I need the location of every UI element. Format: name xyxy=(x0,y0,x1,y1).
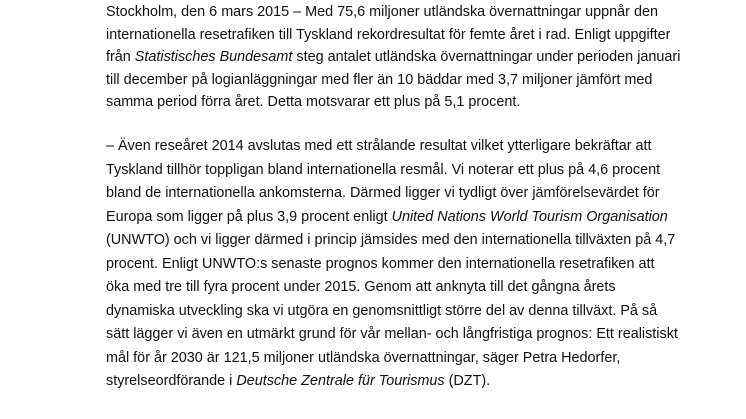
text-line xyxy=(106,323,678,347)
text: till december på logianläggningar med fler än 10 bäddar med 3,7 miljoner jämfört med xyxy=(106,71,653,88)
text-line xyxy=(106,182,678,206)
paragraph-intro xyxy=(106,1,680,114)
text-line xyxy=(106,1,680,24)
text-line xyxy=(106,347,678,371)
text-line xyxy=(106,159,678,183)
text-line xyxy=(106,276,678,300)
text-line xyxy=(106,135,678,159)
text: procent. Enligt UNWTO:s senaste prognos kommer den internationella resetrafiken att xyxy=(106,255,655,272)
text-line xyxy=(106,46,680,69)
text: Europa som ligger på plus 3,9 procent enligt xyxy=(106,208,392,225)
italic-organisation-name: United Nations World Tourism Organisation xyxy=(391,208,668,225)
text-line xyxy=(106,91,680,114)
text: öka med tre till fyra procent under 2015. Genom att anknyta till det gångna årets xyxy=(106,279,616,295)
paragraph-quote xyxy=(106,135,678,394)
text: Stockholm, den 6 mars 2015 – Med 75,6 miljoner utländska övernattningar uppnår den xyxy=(106,4,658,20)
text: sätt lägger vi även en utmärkt grund för vår mellan- och långfristiga prognos: Ett realistiskt xyxy=(106,326,678,342)
text-line xyxy=(106,300,678,324)
text: (UNWTO) och vi ligger därmed i princip jämsides med den internationella tillväxten på 4,7 xyxy=(106,232,676,248)
text: från xyxy=(106,49,135,65)
text: styrelseordförande i xyxy=(106,373,237,389)
text: steg antalet utländska övernattningar under perioden januari xyxy=(292,49,681,65)
text-line xyxy=(106,206,678,230)
text: bland de internationella ankomsterna. Därmed ligger vi tydligt över jämförelsevärdet för xyxy=(106,185,660,201)
text: Tyskland tillhör toppligan bland internationella resmål. Vi noterar ett plus på 4,6 procent xyxy=(106,161,661,178)
text: – Även reseåret 2014 avslutas med ett strålande resultat vilket ytterligare bekräftar att xyxy=(106,138,652,154)
text: (DZT). xyxy=(444,373,491,389)
text-line xyxy=(106,370,678,394)
text: mål för år 2030 är 121,5 miljoner utländska övernattningar, säger Petra Hedorfer, xyxy=(106,349,621,366)
text: samma period förra året. Detta motsvarar ett plus på 5,1 procent. xyxy=(106,94,521,110)
italic-organisation-name: Deutsche Zentrale für Tourismus xyxy=(236,373,445,389)
italic-source-name: Statistisches Bundesamt xyxy=(134,49,293,65)
text-line xyxy=(106,24,680,47)
text: dynamiska utveckling ska vi utgöra en genomsnittligt större del av denna tillväxt. På så xyxy=(106,302,658,319)
text-line xyxy=(106,229,678,253)
text-line xyxy=(106,253,678,277)
text: internationella resetrafiken till Tyskland rekordresultat för femte året i rad. Enligt uppgifter xyxy=(106,26,671,43)
text-line xyxy=(106,69,680,92)
